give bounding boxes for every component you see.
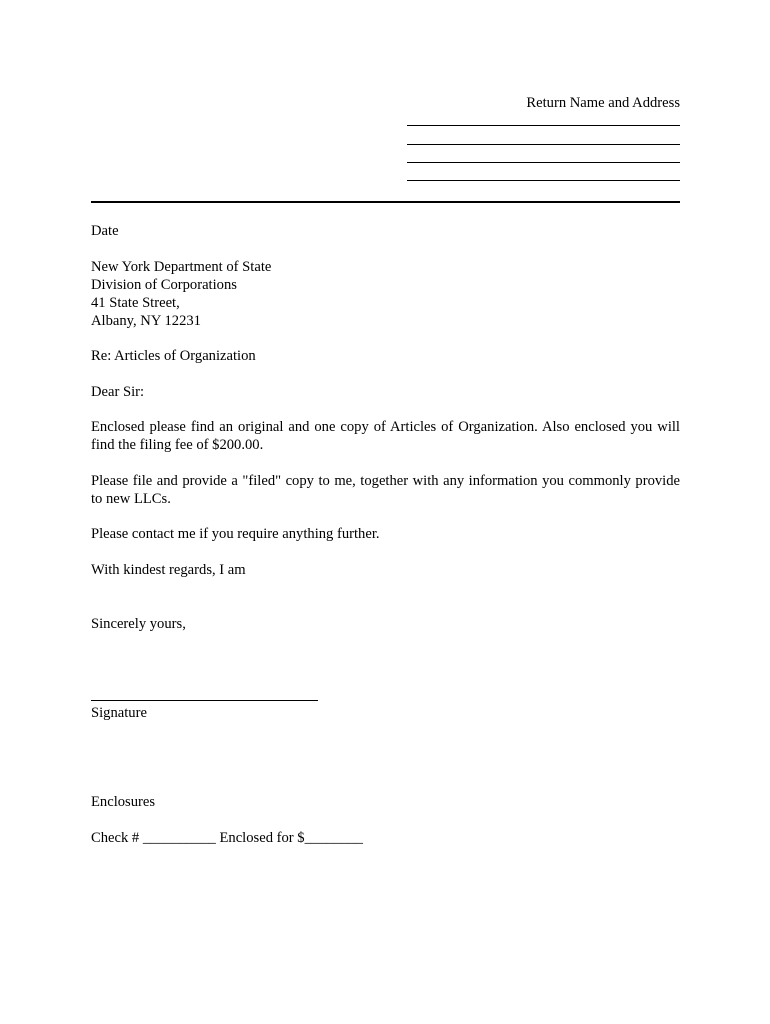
recipient-line: Division of Corporations xyxy=(91,277,237,293)
subject-line: Re: Articles of Organization xyxy=(91,348,256,364)
recipient-line: Albany, NY 12231 xyxy=(91,313,201,329)
return-address-block xyxy=(407,94,680,112)
return-address-line-1 xyxy=(407,125,680,126)
return-address-line-3 xyxy=(407,162,680,163)
body-paragraph-1: Enclosed please find an original and one copy of Articles of Organization. Also enclosed you will find the filing fee of $200.00. xyxy=(91,419,680,453)
enclosures-label: Enclosures xyxy=(91,794,156,810)
date-label: Date xyxy=(91,223,119,239)
return-address-title: Return Name and Address xyxy=(526,95,680,111)
salutation: Dear Sir: xyxy=(91,384,145,400)
regards-line: With kindest regards, I am xyxy=(91,562,246,578)
return-address-line-4 xyxy=(407,180,680,181)
signature-line xyxy=(91,700,318,701)
recipient-line: New York Department of State xyxy=(91,259,272,275)
check-line: Check # __________ Enclosed for $________ xyxy=(91,830,363,846)
return-address-line-2 xyxy=(407,144,680,145)
closing-line: Sincerely yours, xyxy=(91,616,186,632)
header-divider xyxy=(91,201,680,203)
body-paragraph-3: Please contact me if you require anything further. xyxy=(91,526,380,542)
recipient-line: 41 State Street, xyxy=(91,295,180,311)
signature-label: Signature xyxy=(91,705,147,721)
body-paragraph-2: Please file and provide a "filed" copy to me, together with any information you commonly provide to new LLCs. xyxy=(91,473,680,507)
